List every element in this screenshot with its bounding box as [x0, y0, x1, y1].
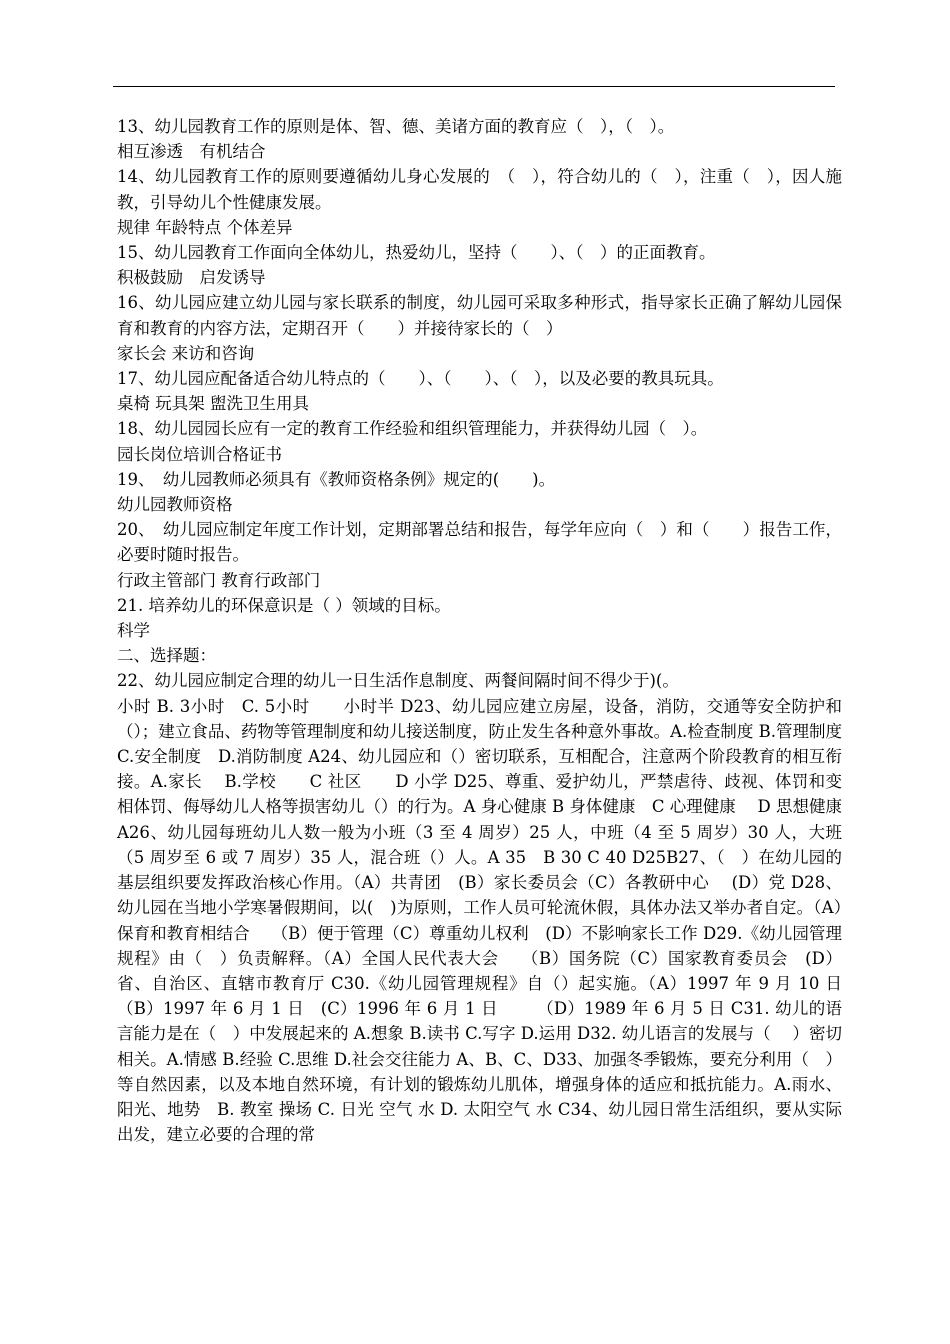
- answer-17: 桌椅 玩具架 盥洗卫生用具: [117, 394, 309, 414]
- question-16: 16、幼儿园应建立幼儿园与家长联系的制度，幼儿园可采取多种形式，指导家长正确了解幼儿园保育和教育的内容方法，定期召开（ ）并接待家长的（ ）: [117, 293, 842, 338]
- question-13: 13、幼儿园教育工作的原则是体、智、德、美诸方面的教育应（ ），（ ）。: [117, 117, 675, 136]
- answer-18: 园长岗位培训合格证书: [117, 444, 282, 464]
- answer-15: 积极鼓励 启发诱导: [117, 268, 266, 288]
- question-15: 15、幼儿园教育工作面向全体幼儿，热爱幼儿，坚持（ ）、（ ）的正面教育。: [117, 243, 716, 263]
- document-body: [117, 114, 875, 1147]
- answer-13: 相互渗透 有机结合: [117, 142, 266, 162]
- answer-20: 行政主管部门 教育行政部门: [117, 570, 321, 590]
- answer-16: 家长会 来访和咨询: [117, 343, 255, 363]
- answer-21: 科学: [117, 621, 150, 641]
- answer-19: 幼儿园教师资格: [117, 495, 233, 515]
- question-14: 14、幼儿园教育工作的原则要遵循幼儿身心发展的 （ ），符合幼儿的（ ），注重（ ），因人施教，引导幼儿个性健康发展。: [117, 167, 842, 212]
- header-rule: [113, 86, 835, 87]
- choice-questions-block: 小时 B. 3小时 C. 5小时 小时半 D23、幼儿园应建立房屋，设备，消防，交通等安全防护和（）；建立食品、药物等管理制度和幼儿接送制度，防止发生各种意外事故。A.检查制度 B.管理制度 C.安全制度 D.消防制度 A24、幼儿园应和（）密切联系，互相配合，注意两个阶段教育的相互衔接。A.家长 B.学校 C 社区 D 小学 D25、尊重、爱护幼儿，严禁虐待、歧视、体罚和变相体罚、侮辱幼儿人格等损害幼儿（）的行为。A 身心健康 B 身体健康 C 心理健康 D 思想健康 A26、幼儿园每班幼儿人数一般为小班（3 至 4 周岁）25 人，中班（4 至 5 周岁）30 人，大班（5 周岁至 6 或 7 周岁）35 人，混合班（）人。A 35 B 30 C 40 D25B27、（ ）在幼儿园的基层组织要发挥政治核心作用。（A）共青团 (B）家长委员会（C）各教研中心 (D）党 D28、幼儿园在当地小学寒暑假期间，以( )为原则，工作人员可轮流休假，具体办法又举办者自定。（A）保育和教育相结合 （B）便于管理（C）尊重幼儿权利 (D）不影响家长工作 D29.《幼儿园管理规程》由（ ）负责解释。（A）全国人民代表大会 （B）国务院（C）国家教育委员会 (D）省、自治区、直辖市教育厅 C30.《幼儿园管理规程》自（）起实施。（A）1997 年 9 月 10 日 （B）1997 年 6 月 1 日 (C）1996 年 6 月 1 日 （D）1989 年 6 月 5 日 C31. 幼儿的语言能力是在（ ）中发展起来的 A.想象 B.读书 C.写字 D.运用 D32. 幼儿语言的发展与（ ）密切相关。A.情感 B.经验 C.思维 D.社会交往能力 A、B、C、D33、加强冬季锻炼，要充分利用（ ）等自然因素，以及本地自然环境，有计划的锻炼幼儿肌体，增强身体的适应和抵抗能力。A.雨水、阳光、地势 B. 教室 操场 C. 日光 空气 水 D. 太阳空气 水 C34、幼儿园日常生活组织，要从实际出发，建立必要的合理的常: [117, 696, 875, 1145]
- question-17: 17、幼儿园应配备适合幼儿特点的（ ）、（ ）、（ ），以及必要的教具玩具。: [117, 369, 724, 389]
- question-20: 20、 幼儿园应制定年度工作计划，定期部署总结和报告，每学年应向（ ）和（ ）报告工作，必要时随时报告。: [117, 520, 842, 565]
- question-22: 22、幼儿园应制定合理的幼儿一日生活作息制度、两餐间隔时间不得少于)(。: [117, 671, 679, 691]
- question-19: 19、 幼儿园教师必须具有《教师资格条例》规定的( )。: [117, 469, 556, 489]
- question-21: 21. 培养幼儿的环保意识是（ ）领域的目标。: [117, 595, 451, 615]
- answer-14: 规律 年龄特点 个体差异: [117, 217, 293, 237]
- question-18: 18、幼儿园园长应有一定的教育工作经验和组织管理能力，并获得幼儿园（ ）。: [117, 419, 708, 439]
- section-heading: 二、选择题：: [117, 646, 216, 666]
